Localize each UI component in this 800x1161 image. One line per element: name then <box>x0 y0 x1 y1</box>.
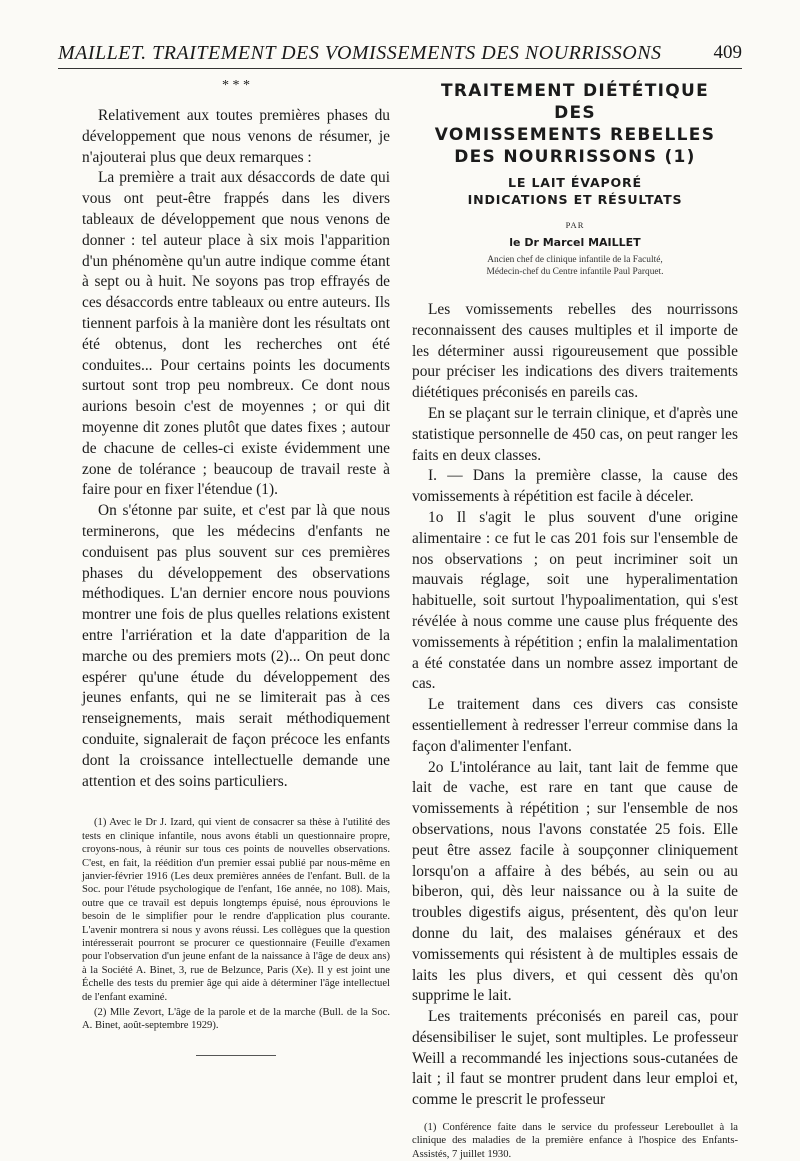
left-footnotes <box>82 816 390 1033</box>
paragraph: I. — Dans la première classe, la cause des vomissements à répétition est facile à déceler. <box>412 467 738 506</box>
left-body <box>82 106 390 792</box>
footnote: (2) Mlle Zevort, L'âge de la parole et de la marche (Bull. de la Soc. A. Binet, août-septembre 1929). <box>82 1006 390 1032</box>
asterism: * * * <box>222 78 250 93</box>
paragraph: Le traitement dans ces divers cas consiste essentiellement à redresser l'erreur commise dans la façon d'alimenter l'enfant. <box>412 696 738 755</box>
affiliation-line: Médecin-chef du Centre infantile Paul Parquet. <box>486 267 664 277</box>
article-title-line: DES <box>554 103 596 123</box>
paragraph: Relativement aux toutes premières phases du développement que nous venons de résumer, je n'ajouterai plus que deux remarques : <box>82 107 390 166</box>
running-title: MAILLET. TRAITEMENT DES VOMISSEMENTS DES NOURRISSONS <box>58 42 662 64</box>
author: le Dr Marcel MAILLET <box>509 236 641 249</box>
right-column <box>412 80 738 1161</box>
divider <box>196 1055 276 1056</box>
paragraph: 1o Il s'agit le plus souvent d'une origine alimentaire : ce fut le cas 201 fois sur l'ensemble de nos observations ; on peut incriminer soit un mauvais réglage, soit une hyperalimentation habituelle, soit surtout l'hypoalimentation, qui s'est révélée à nous comme une cause plus fréquente des vomissements à répétition ; enfin la malalimentation a été constatée dans un nombre assez important de cas. <box>412 508 738 693</box>
paragraph: La première a trait aux désaccords de date qui vous ont peut-être frappés dans les divers tableaux de développement que nous venons de donner : tel auteur place à six mois l'apparition d'un phénomène qu'un autre indique comme étant à sept ou à huit. Ne soyons pas trop effrayés de ces désaccords entre tableaux ou entre auteurs. Ils tiennent parfois à la manière dont les résultats ont été obtenus, dont les recherches ont été conduites... Pour certains points les documents surtout sont trop peu nombreux. Ce dont nous aurions besoin c'est de moyennes ; or qui dit moyenne dit zones plutôt que dates fixes ; autour de chacune de celles-ci existe évidemment une zone de tolérance ; beaucoup de travail reste à faire pour en fixer l'étendue (1). <box>82 169 390 499</box>
article-title-line: TRAITEMENT DIÉTÉTIQUE <box>441 81 709 101</box>
affiliation <box>412 254 738 278</box>
paragraph: Les traitements préconisés en pareil cas, pour désensibiliser le sujet, sont multiples. Le professeur Weill a recommandé les injections sous-cutanées de lait ; il faut se montrer prudent dans leur emploi et, comme le prescrit le professeur <box>412 1008 738 1109</box>
affiliation-line: Ancien chef de clinique infantile de la Faculté, <box>487 255 663 265</box>
right-footnote <box>412 1121 738 1161</box>
page-number: 409 <box>713 42 742 63</box>
paragraph: En se plaçant sur le terrain clinique, et d'après une statistique personnelle de 450 cas, on peut ranger les faits en deux classes. <box>412 404 738 464</box>
paragraph: 2o L'intolérance au lait, tant lait de femme que lait de vache, est rare en tant que cause de vomissements à répétition ; sur l'ensemble de nos observations, nous l'avons constatée 25 fois. Elle peut être assez facile à soupçonner cliniquement lorsqu'on a affaire à des bébés, au sein ou au biberon, qui, dès leur naissance ou à la suite de troubles digestifs aigus, présentent, dès qu'on leur donne du lait, des malaises généraux et des vomissements qui résistent à de multiples essais de laits les plus divers, et qui cessent dès qu'on supprime le lait. <box>412 758 738 1005</box>
article-title-line: DES NOURRISSONS (1) <box>454 147 696 167</box>
footnote: (1) Avec le Dr J. Izard, qui vient de consacrer sa thèse à l'utilité des tests en clinique infantile, nous avons établi un questionnaire propre, croyons-nous, à réunir sur tous ces points de nouvelles observations. C'est, en fait, la réédition d'un premier essai publié par nous-même en janvier-février 1916 (Les deux premières années de l'enfant. Bull. de la Soc. pour l'étude psychologique de l'enfant, 16e année, no 108). Mais, outre que ce travail est depuis longtemps épuisé, nous éprouvions le besoin de le simplifier pour le rendre d'application plus courante. L'avenir montrera si nous y avons réussi. Les collègues que la question intéresserait pourront se procurer ce questionnaire (Feuille d'examen pour l'observation d'un jeune enfant de la naissance à l'âge de deux ans) à la Société A. Binet, 3, rue de Belzunce, Paris (Xe). Il y est joint une Échelle des tests du premier âge qui aide à déterminer l'âge intellectuel de l'enfant examiné. <box>82 817 390 1003</box>
article-title <box>412 80 738 168</box>
right-body <box>412 300 738 1111</box>
article-title-line: VOMISSEMENTS REBELLES <box>434 125 716 145</box>
subtitle-line: INDICATIONS ET RÉSULTATS <box>467 192 683 207</box>
par-label: PAR <box>565 220 585 230</box>
footnote: (1) Conférence faite dans le service du professeur Lereboullet à la clinique des maladies de la première enfance à l'hospice des Enfants-Assistés, 7 juillet 1930. <box>412 1122 738 1160</box>
paragraph: On s'étonne par suite, et c'est par là que nous terminerons, que les médecins d'enfants ne conduisent pas plus souvent sur ces premières phases du développement des observations méthodiques. L'an dernier encore nous pouvions montrer une fois de plus quelles relations existent entre l'arriération et la date d'apparition de la marche ou des premiers mots (2)... On peut donc espérer qu'une étude du développement des jeunes enfants, qui ne se limiterait pas à ces renseignements, mais serait méthodiquement conduite, signalerait de façon précoce les enfants dont la croissance intellectuelle demande une attention et des soins particuliers. <box>82 502 390 790</box>
left-column <box>82 80 390 1056</box>
article-subtitle <box>412 174 738 208</box>
running-head <box>58 40 742 69</box>
paragraph: Les vomissements rebelles des nourrissons reconnaissent des causes multiples et il importe de les déterminer aussi rigoureusement que possible pour préciser les indications des divers traitements diététiques préconisés en pareils cas. <box>412 301 738 402</box>
subtitle-line: LE LAIT ÉVAPORÉ <box>508 175 642 190</box>
